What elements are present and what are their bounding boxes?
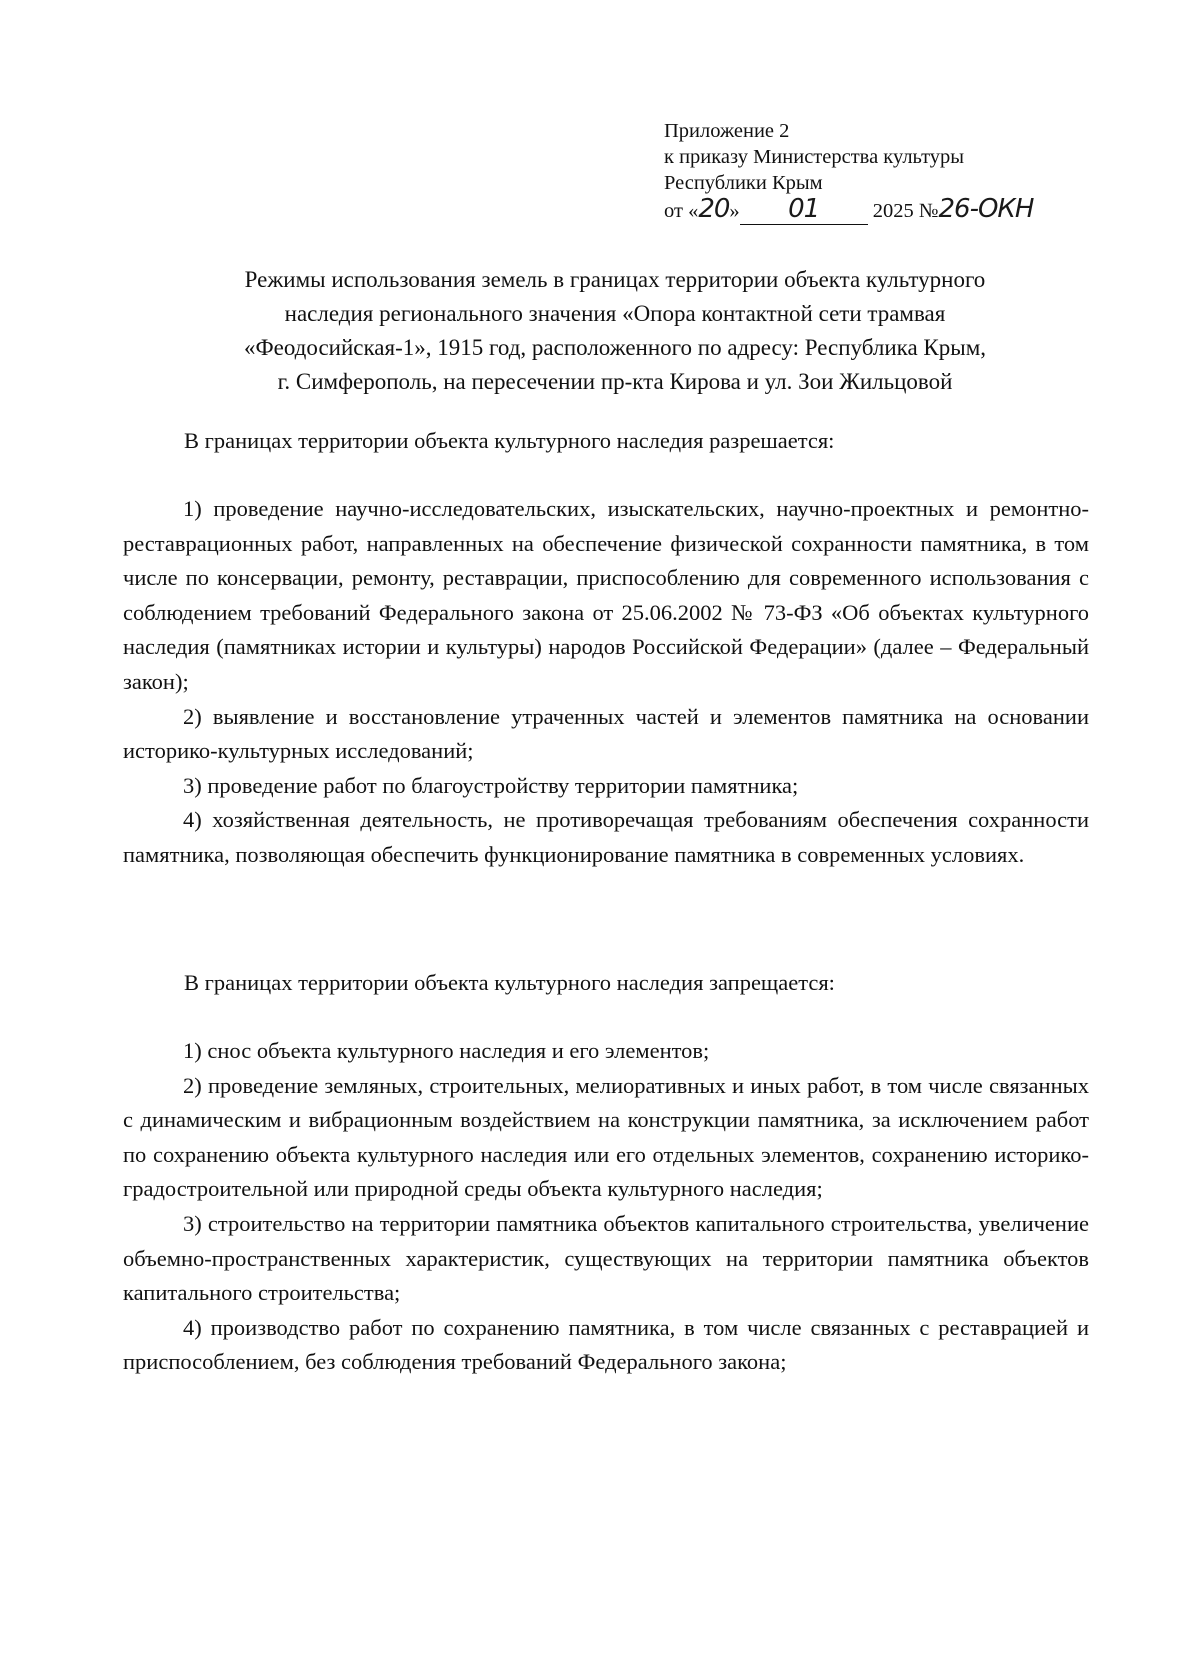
allowed-item: 2) выявление и восстановление утраченных частей и элементов памятника на основании историко-культурных исследований; xyxy=(123,703,1089,764)
forbidden-item: 1) снос объекта культурного наследия и его элементов; xyxy=(183,1038,710,1063)
annex-date-line xyxy=(664,196,1144,230)
handwritten-order-number: 26-ОКН xyxy=(938,194,1034,224)
forbidden-list xyxy=(123,1034,1089,1380)
forbidden-item: 4) производство работ по сохранению памятника, в том числе связанных с реставрацией и приспособлением, без соблюдения требований Федерального закона; xyxy=(123,1314,1089,1375)
allowed-item: 4) хозяйственная деятельность, не противоречащая требованиям обеспечения сохранности памятника, позволяющая обеспечить функционирование памятника в современных условиях. xyxy=(123,807,1089,867)
title-line: «Феодосийская-1», 1915 год, расположенного по адресу: Республика Крым, xyxy=(243,335,987,360)
annex-order-reference: к приказу Министерства культуры xyxy=(664,146,965,168)
allowed-heading: В границах территории объекта культурного наследия разрешается: xyxy=(184,428,835,453)
forbidden-heading: В границах территории объекта культурного наследия запрещается: xyxy=(184,970,835,995)
document-title xyxy=(150,263,1080,399)
annex-number: Приложение 2 xyxy=(664,120,790,142)
forbidden-item: 2) проведение земляных, строительных, мелиоративных и иных работ, в том числе связанных с динамическим и вибрационным воздействием на конструкции памятника, за исключением работ по сохранению объекта культурного наследия или его отдельных элементов, сохранению историко-градостроительной или природной среды объекта культурного наследия; xyxy=(123,1072,1089,1202)
handwritten-month: 01 xyxy=(788,194,820,224)
annex-header xyxy=(664,118,1144,230)
allowed-item: 3) проведение работ по благоустройству территории памятника; xyxy=(183,772,799,798)
date-mid: » xyxy=(729,200,740,222)
date-year: 2025 № xyxy=(872,200,939,222)
allowed-item: 1) проведение научно-исследовательских, изыскательских, научно-проектных и ремонтно-реставрационных работ, направленных на обеспечение физической сохранности памятника, в том числе по консервации, ремонту, реставрации, приспособлению для современного использования с соблюдением требований Федерального закона от 25.06.2002 № 73-ФЗ «Об объектах культурного наследия (памятниках истории и культуры) народов Российской Федерации» (далее – Федеральный закон); xyxy=(123,496,1089,694)
title-line: Режимы использования земель в границах территории объекта культурного xyxy=(244,267,986,292)
handwritten-day: 20 xyxy=(698,194,730,224)
month-blank xyxy=(740,196,868,225)
title-line: наследия регионального значения «Опора контактной сети трамвая xyxy=(284,301,946,326)
annex-region: Республики Крым xyxy=(664,172,823,194)
date-prefix: от « xyxy=(664,200,699,222)
title-line: г. Симферополь, на пересечении пр-кта Кирова и ул. Зои Жильцовой xyxy=(277,369,953,394)
allowed-list xyxy=(123,492,1089,873)
forbidden-item: 3) строительство на территории памятника объектов капитального строительства, увеличение объемно-пространственных характеристик, существующих на территории памятника объектов капитального строительства; xyxy=(123,1210,1089,1306)
